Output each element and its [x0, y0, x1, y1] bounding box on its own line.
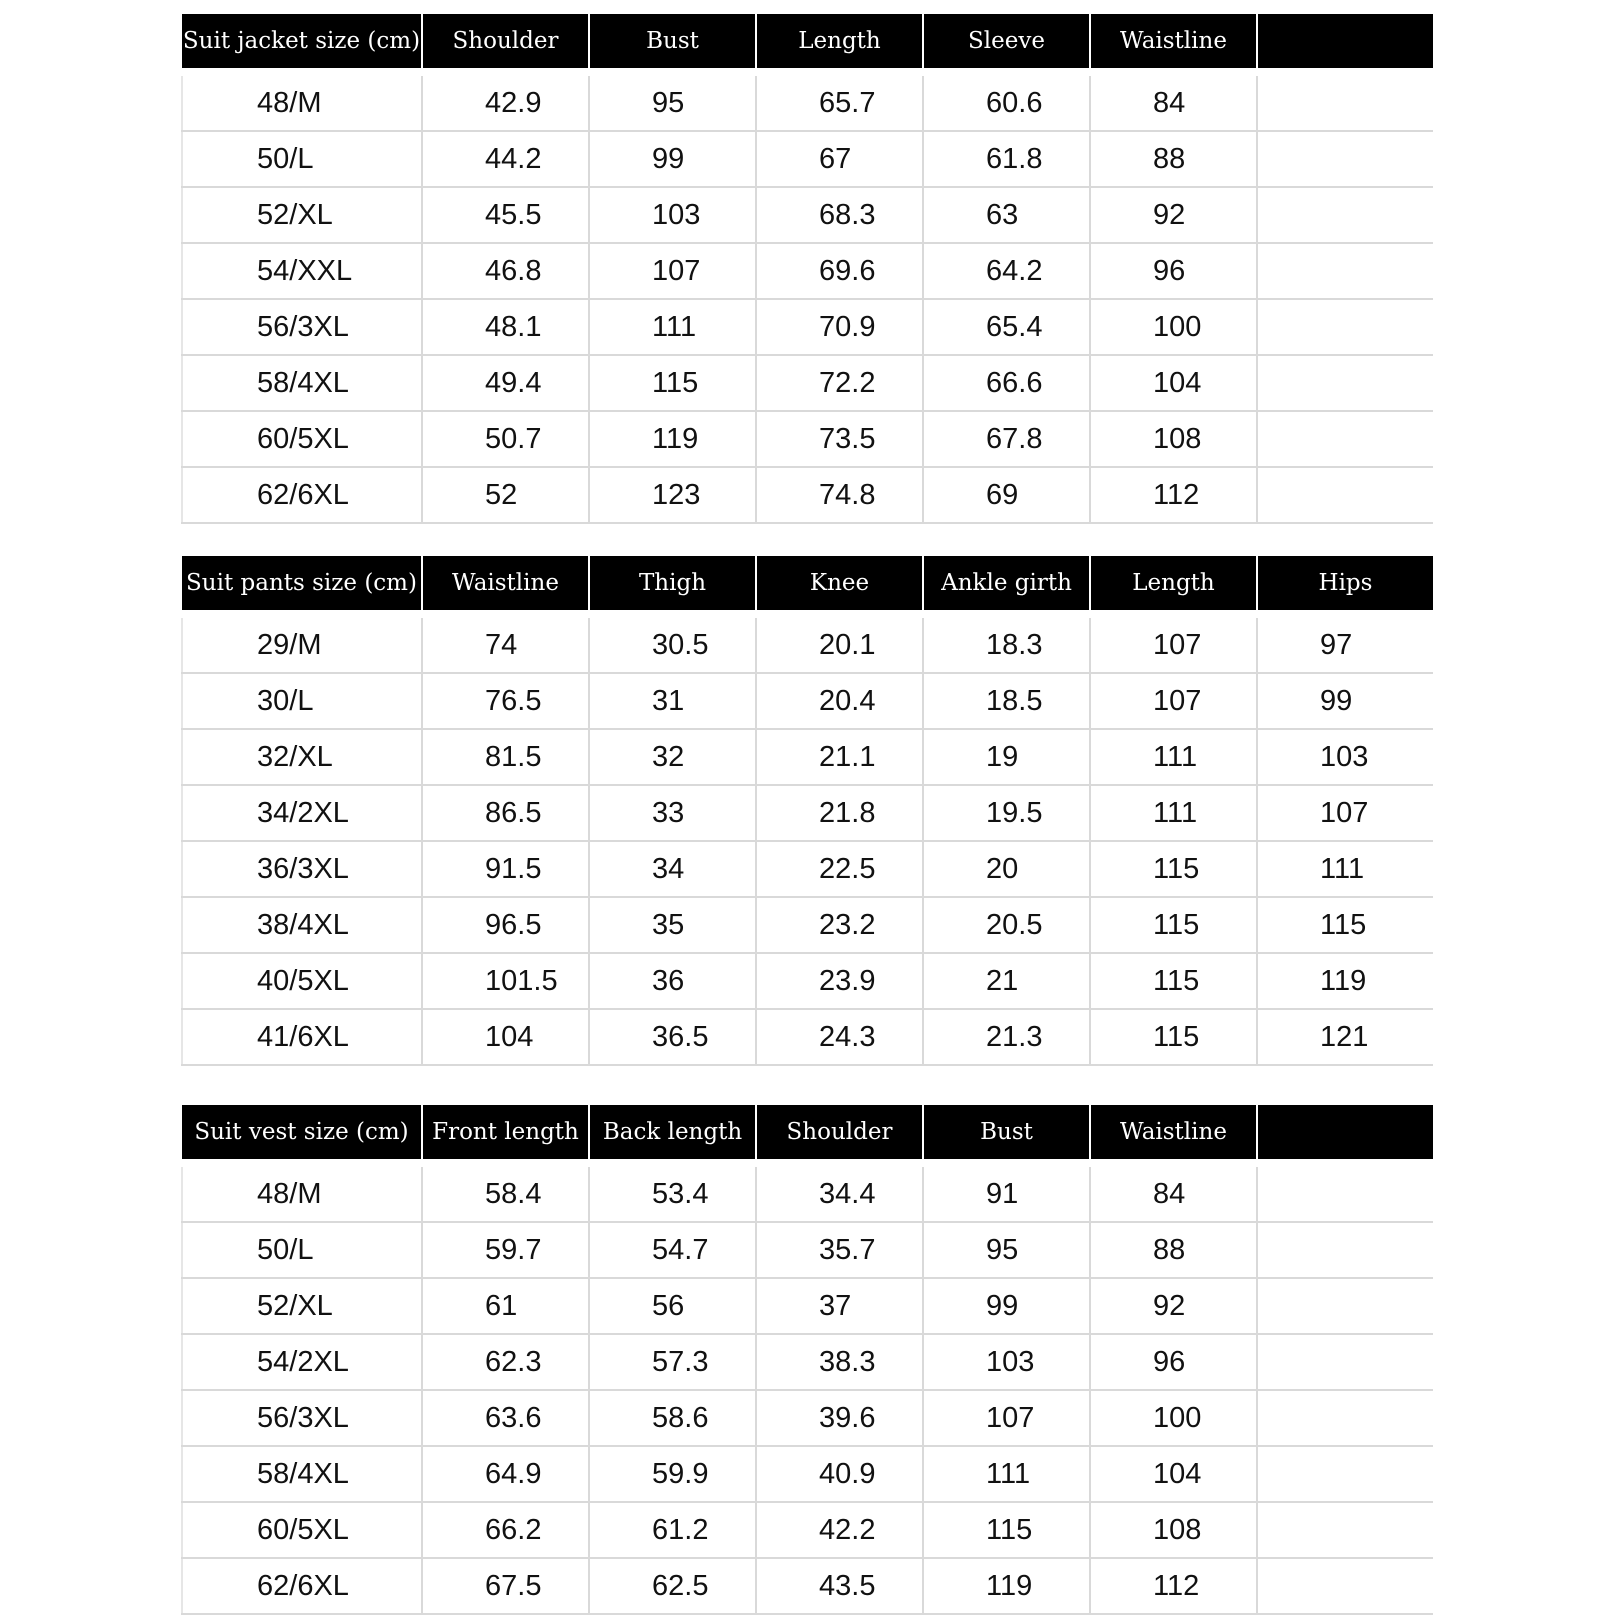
- column-header: Waistline: [1090, 1105, 1257, 1159]
- measurement-cell: 84: [1090, 1167, 1257, 1222]
- measurement-cell: 86.5: [422, 785, 589, 841]
- size-cell: 62/6XL: [182, 467, 422, 523]
- measurement-cell: [1257, 355, 1433, 411]
- table-row: [182, 897, 1433, 953]
- measurement-cell: 115: [923, 1502, 1090, 1558]
- size-cell: 60/5XL: [182, 411, 422, 467]
- measurement-cell: 67.8: [923, 411, 1090, 467]
- measurement-cell: 56: [589, 1278, 756, 1334]
- measurement-cell: 18.3: [923, 618, 1090, 673]
- size-column-header: Suit vest size (cm): [182, 1105, 422, 1159]
- measurement-cell: 24.3: [756, 1009, 923, 1065]
- table-row: [182, 467, 1433, 523]
- measurement-cell: 107: [1090, 618, 1257, 673]
- measurement-cell: 108: [1090, 411, 1257, 467]
- measurement-cell: 20.1: [756, 618, 923, 673]
- table-header-row: [182, 14, 1433, 68]
- measurement-cell: 107: [1090, 673, 1257, 729]
- measurement-cell: 91.5: [422, 841, 589, 897]
- table-row: [182, 785, 1433, 841]
- column-header: Sleeve: [923, 14, 1090, 68]
- measurement-cell: 103: [923, 1334, 1090, 1390]
- table-row: [182, 355, 1433, 411]
- suit-jacket-size-table: [181, 14, 1433, 524]
- measurement-cell: [1257, 1167, 1433, 1222]
- measurement-cell: [1257, 299, 1433, 355]
- measurement-cell: 53.4: [589, 1167, 756, 1222]
- size-cell: 52/XL: [182, 1278, 422, 1334]
- measurement-cell: 69: [923, 467, 1090, 523]
- measurement-cell: 18.5: [923, 673, 1090, 729]
- measurement-cell: 84: [1090, 76, 1257, 131]
- measurement-cell: 49.4: [422, 355, 589, 411]
- size-cell: 58/4XL: [182, 355, 422, 411]
- spacer-cell: [182, 68, 1433, 76]
- measurement-cell: 100: [1090, 299, 1257, 355]
- size-cell: 48/M: [182, 1167, 422, 1222]
- column-header: Shoulder: [422, 14, 589, 68]
- measurement-cell: 103: [589, 187, 756, 243]
- column-header: Bust: [589, 14, 756, 68]
- measurement-cell: 111: [1090, 785, 1257, 841]
- size-cell: 52/XL: [182, 187, 422, 243]
- measurement-cell: 66.6: [923, 355, 1090, 411]
- measurement-cell: 91: [923, 1167, 1090, 1222]
- column-header: [1257, 1105, 1433, 1159]
- measurement-cell: 61.2: [589, 1502, 756, 1558]
- table-spacer-row: [182, 610, 1433, 618]
- measurement-cell: 21.8: [756, 785, 923, 841]
- measurement-cell: 45.5: [422, 187, 589, 243]
- measurement-cell: 115: [1090, 897, 1257, 953]
- measurement-cell: [1257, 1222, 1433, 1278]
- column-header: Knee: [756, 556, 923, 610]
- measurement-cell: 34: [589, 841, 756, 897]
- measurement-cell: 81.5: [422, 729, 589, 785]
- measurement-cell: 36.5: [589, 1009, 756, 1065]
- measurement-cell: 104: [1090, 1446, 1257, 1502]
- size-cell: 30/L: [182, 673, 422, 729]
- measurement-cell: 74.8: [756, 467, 923, 523]
- measurement-cell: 119: [923, 1558, 1090, 1614]
- measurement-cell: [1257, 187, 1433, 243]
- measurement-cell: 119: [589, 411, 756, 467]
- measurement-cell: 76.5: [422, 673, 589, 729]
- measurement-cell: 39.6: [756, 1390, 923, 1446]
- column-header: Shoulder: [756, 1105, 923, 1159]
- column-header: Bust: [923, 1105, 1090, 1159]
- measurement-cell: 20: [923, 841, 1090, 897]
- column-header: Hips: [1257, 556, 1433, 610]
- measurement-cell: 21: [923, 953, 1090, 1009]
- table-row: [182, 1167, 1433, 1222]
- size-cell: 50/L: [182, 1222, 422, 1278]
- measurement-cell: 67.5: [422, 1558, 589, 1614]
- measurement-cell: 32: [589, 729, 756, 785]
- table-spacer-row: [182, 1159, 1433, 1167]
- column-header: Front length: [422, 1105, 589, 1159]
- measurement-cell: [1257, 243, 1433, 299]
- measurement-cell: 60.6: [923, 76, 1090, 131]
- size-cell: 54/2XL: [182, 1334, 422, 1390]
- measurement-cell: 92: [1090, 187, 1257, 243]
- measurement-cell: 33: [589, 785, 756, 841]
- size-column-header: Suit pants size (cm): [182, 556, 422, 610]
- measurement-cell: 111: [1090, 729, 1257, 785]
- column-header: [1257, 14, 1433, 68]
- size-cell: 48/M: [182, 76, 422, 131]
- table-row: [182, 1390, 1433, 1446]
- size-cell: 38/4XL: [182, 897, 422, 953]
- measurement-cell: 59.7: [422, 1222, 589, 1278]
- column-header: Thigh: [589, 556, 756, 610]
- measurement-cell: 104: [422, 1009, 589, 1065]
- size-cell: 54/XXL: [182, 243, 422, 299]
- measurement-cell: 88: [1090, 1222, 1257, 1278]
- measurement-cell: 103: [1257, 729, 1433, 785]
- measurement-cell: [1257, 1278, 1433, 1334]
- size-cell: 56/3XL: [182, 299, 422, 355]
- measurement-cell: 23.9: [756, 953, 923, 1009]
- measurement-cell: 61: [422, 1278, 589, 1334]
- measurement-cell: [1257, 411, 1433, 467]
- table-row: [182, 953, 1433, 1009]
- measurement-cell: 115: [1090, 1009, 1257, 1065]
- measurement-cell: 31: [589, 673, 756, 729]
- table-row: [182, 299, 1433, 355]
- size-cell: 34/2XL: [182, 785, 422, 841]
- measurement-cell: 74: [422, 618, 589, 673]
- measurement-cell: 19.5: [923, 785, 1090, 841]
- measurement-cell: 65.7: [756, 76, 923, 131]
- table-header-row: [182, 1105, 1433, 1159]
- measurement-cell: 21.3: [923, 1009, 1090, 1065]
- table-row: [182, 729, 1433, 785]
- size-column-header: Suit jacket size (cm): [182, 14, 422, 68]
- measurement-cell: 50.7: [422, 411, 589, 467]
- suit-pants-size-table: [181, 556, 1433, 1066]
- measurement-cell: 100: [1090, 1390, 1257, 1446]
- measurement-cell: 92: [1090, 1278, 1257, 1334]
- table-row: [182, 618, 1433, 673]
- measurement-cell: 115: [1090, 953, 1257, 1009]
- measurement-cell: 88: [1090, 131, 1257, 187]
- table-row: [182, 1446, 1433, 1502]
- measurement-cell: 67: [756, 131, 923, 187]
- table-row: [182, 1558, 1433, 1614]
- measurement-cell: [1257, 1446, 1433, 1502]
- measurement-cell: [1257, 131, 1433, 187]
- measurement-cell: 58.4: [422, 1167, 589, 1222]
- measurement-cell: [1257, 1558, 1433, 1614]
- measurement-cell: 40.9: [756, 1446, 923, 1502]
- measurement-cell: 123: [589, 467, 756, 523]
- measurement-cell: 62.5: [589, 1558, 756, 1614]
- measurement-cell: 37: [756, 1278, 923, 1334]
- column-header: Length: [756, 14, 923, 68]
- table-row: [182, 1222, 1433, 1278]
- measurement-cell: 22.5: [756, 841, 923, 897]
- measurement-cell: [1257, 76, 1433, 131]
- measurement-cell: 64.2: [923, 243, 1090, 299]
- measurement-cell: 62.3: [422, 1334, 589, 1390]
- measurement-cell: 19: [923, 729, 1090, 785]
- measurement-cell: 36: [589, 953, 756, 1009]
- column-header: Ankle girth: [923, 556, 1090, 610]
- measurement-cell: [1257, 1502, 1433, 1558]
- measurement-cell: 46.8: [422, 243, 589, 299]
- measurement-cell: 112: [1090, 467, 1257, 523]
- measurement-cell: 69.6: [756, 243, 923, 299]
- measurement-cell: 52: [422, 467, 589, 523]
- measurement-cell: [1257, 467, 1433, 523]
- measurement-cell: 73.5: [756, 411, 923, 467]
- measurement-cell: 66.2: [422, 1502, 589, 1558]
- measurement-cell: 107: [923, 1390, 1090, 1446]
- measurement-cell: 115: [589, 355, 756, 411]
- size-cell: 58/4XL: [182, 1446, 422, 1502]
- measurement-cell: 95: [589, 76, 756, 131]
- measurement-cell: 61.8: [923, 131, 1090, 187]
- table-row: [182, 411, 1433, 467]
- measurement-cell: 20.5: [923, 897, 1090, 953]
- size-cell: 40/5XL: [182, 953, 422, 1009]
- measurement-cell: 23.2: [756, 897, 923, 953]
- column-header: Length: [1090, 556, 1257, 610]
- table-row: [182, 187, 1433, 243]
- measurement-cell: 58.6: [589, 1390, 756, 1446]
- measurement-cell: 95: [923, 1222, 1090, 1278]
- size-cell: 41/6XL: [182, 1009, 422, 1065]
- measurement-cell: 65.4: [923, 299, 1090, 355]
- table-row: [182, 673, 1433, 729]
- size-cell: 32/XL: [182, 729, 422, 785]
- measurement-cell: 99: [1257, 673, 1433, 729]
- measurement-cell: 59.9: [589, 1446, 756, 1502]
- measurement-cell: 43.5: [756, 1558, 923, 1614]
- measurement-cell: 64.9: [422, 1446, 589, 1502]
- measurement-cell: 35: [589, 897, 756, 953]
- measurement-cell: 112: [1090, 1558, 1257, 1614]
- measurement-cell: 96: [1090, 1334, 1257, 1390]
- table-spacer-row: [182, 68, 1433, 76]
- measurement-cell: 99: [589, 131, 756, 187]
- measurement-cell: 111: [923, 1446, 1090, 1502]
- measurement-cell: 48.1: [422, 299, 589, 355]
- measurement-cell: 42.2: [756, 1502, 923, 1558]
- measurement-cell: 107: [589, 243, 756, 299]
- measurement-cell: 68.3: [756, 187, 923, 243]
- measurement-cell: 108: [1090, 1502, 1257, 1558]
- table-row: [182, 76, 1433, 131]
- column-header: Waistline: [422, 556, 589, 610]
- spacer-cell: [182, 610, 1433, 618]
- suit-vest-size-table: [181, 1105, 1433, 1615]
- measurement-cell: [1257, 1390, 1433, 1446]
- measurement-cell: 20.4: [756, 673, 923, 729]
- measurement-cell: 96: [1090, 243, 1257, 299]
- measurement-cell: 38.3: [756, 1334, 923, 1390]
- size-cell: 36/3XL: [182, 841, 422, 897]
- size-cell: 29/M: [182, 618, 422, 673]
- table-row: [182, 1502, 1433, 1558]
- measurement-cell: 42.9: [422, 76, 589, 131]
- measurement-cell: 99: [923, 1278, 1090, 1334]
- measurement-cell: 63.6: [422, 1390, 589, 1446]
- size-cell: 50/L: [182, 131, 422, 187]
- measurement-cell: 35.7: [756, 1222, 923, 1278]
- measurement-cell: 34.4: [756, 1167, 923, 1222]
- measurement-cell: 54.7: [589, 1222, 756, 1278]
- table-header-row: [182, 556, 1433, 610]
- measurement-cell: 115: [1090, 841, 1257, 897]
- measurement-cell: 121: [1257, 1009, 1433, 1065]
- measurement-cell: 72.2: [756, 355, 923, 411]
- measurement-cell: 30.5: [589, 618, 756, 673]
- measurement-cell: 97: [1257, 618, 1433, 673]
- table-row: [182, 1009, 1433, 1065]
- size-cell: 62/6XL: [182, 1558, 422, 1614]
- measurement-cell: 101.5: [422, 953, 589, 1009]
- size-cell: 56/3XL: [182, 1390, 422, 1446]
- table-row: [182, 841, 1433, 897]
- column-header: Back length: [589, 1105, 756, 1159]
- measurement-cell: 107: [1257, 785, 1433, 841]
- measurement-cell: 96.5: [422, 897, 589, 953]
- measurement-cell: 70.9: [756, 299, 923, 355]
- table-row: [182, 1334, 1433, 1390]
- table-row: [182, 243, 1433, 299]
- measurement-cell: 104: [1090, 355, 1257, 411]
- measurement-cell: 111: [1257, 841, 1433, 897]
- measurement-cell: 119: [1257, 953, 1433, 1009]
- table-row: [182, 131, 1433, 187]
- measurement-cell: 115: [1257, 897, 1433, 953]
- measurement-cell: [1257, 1334, 1433, 1390]
- size-cell: 60/5XL: [182, 1502, 422, 1558]
- spacer-cell: [182, 1159, 1433, 1167]
- measurement-cell: 63: [923, 187, 1090, 243]
- measurement-cell: 21.1: [756, 729, 923, 785]
- table-row: [182, 1278, 1433, 1334]
- column-header: Waistline: [1090, 14, 1257, 68]
- measurement-cell: 44.2: [422, 131, 589, 187]
- measurement-cell: 57.3: [589, 1334, 756, 1390]
- measurement-cell: 111: [589, 299, 756, 355]
